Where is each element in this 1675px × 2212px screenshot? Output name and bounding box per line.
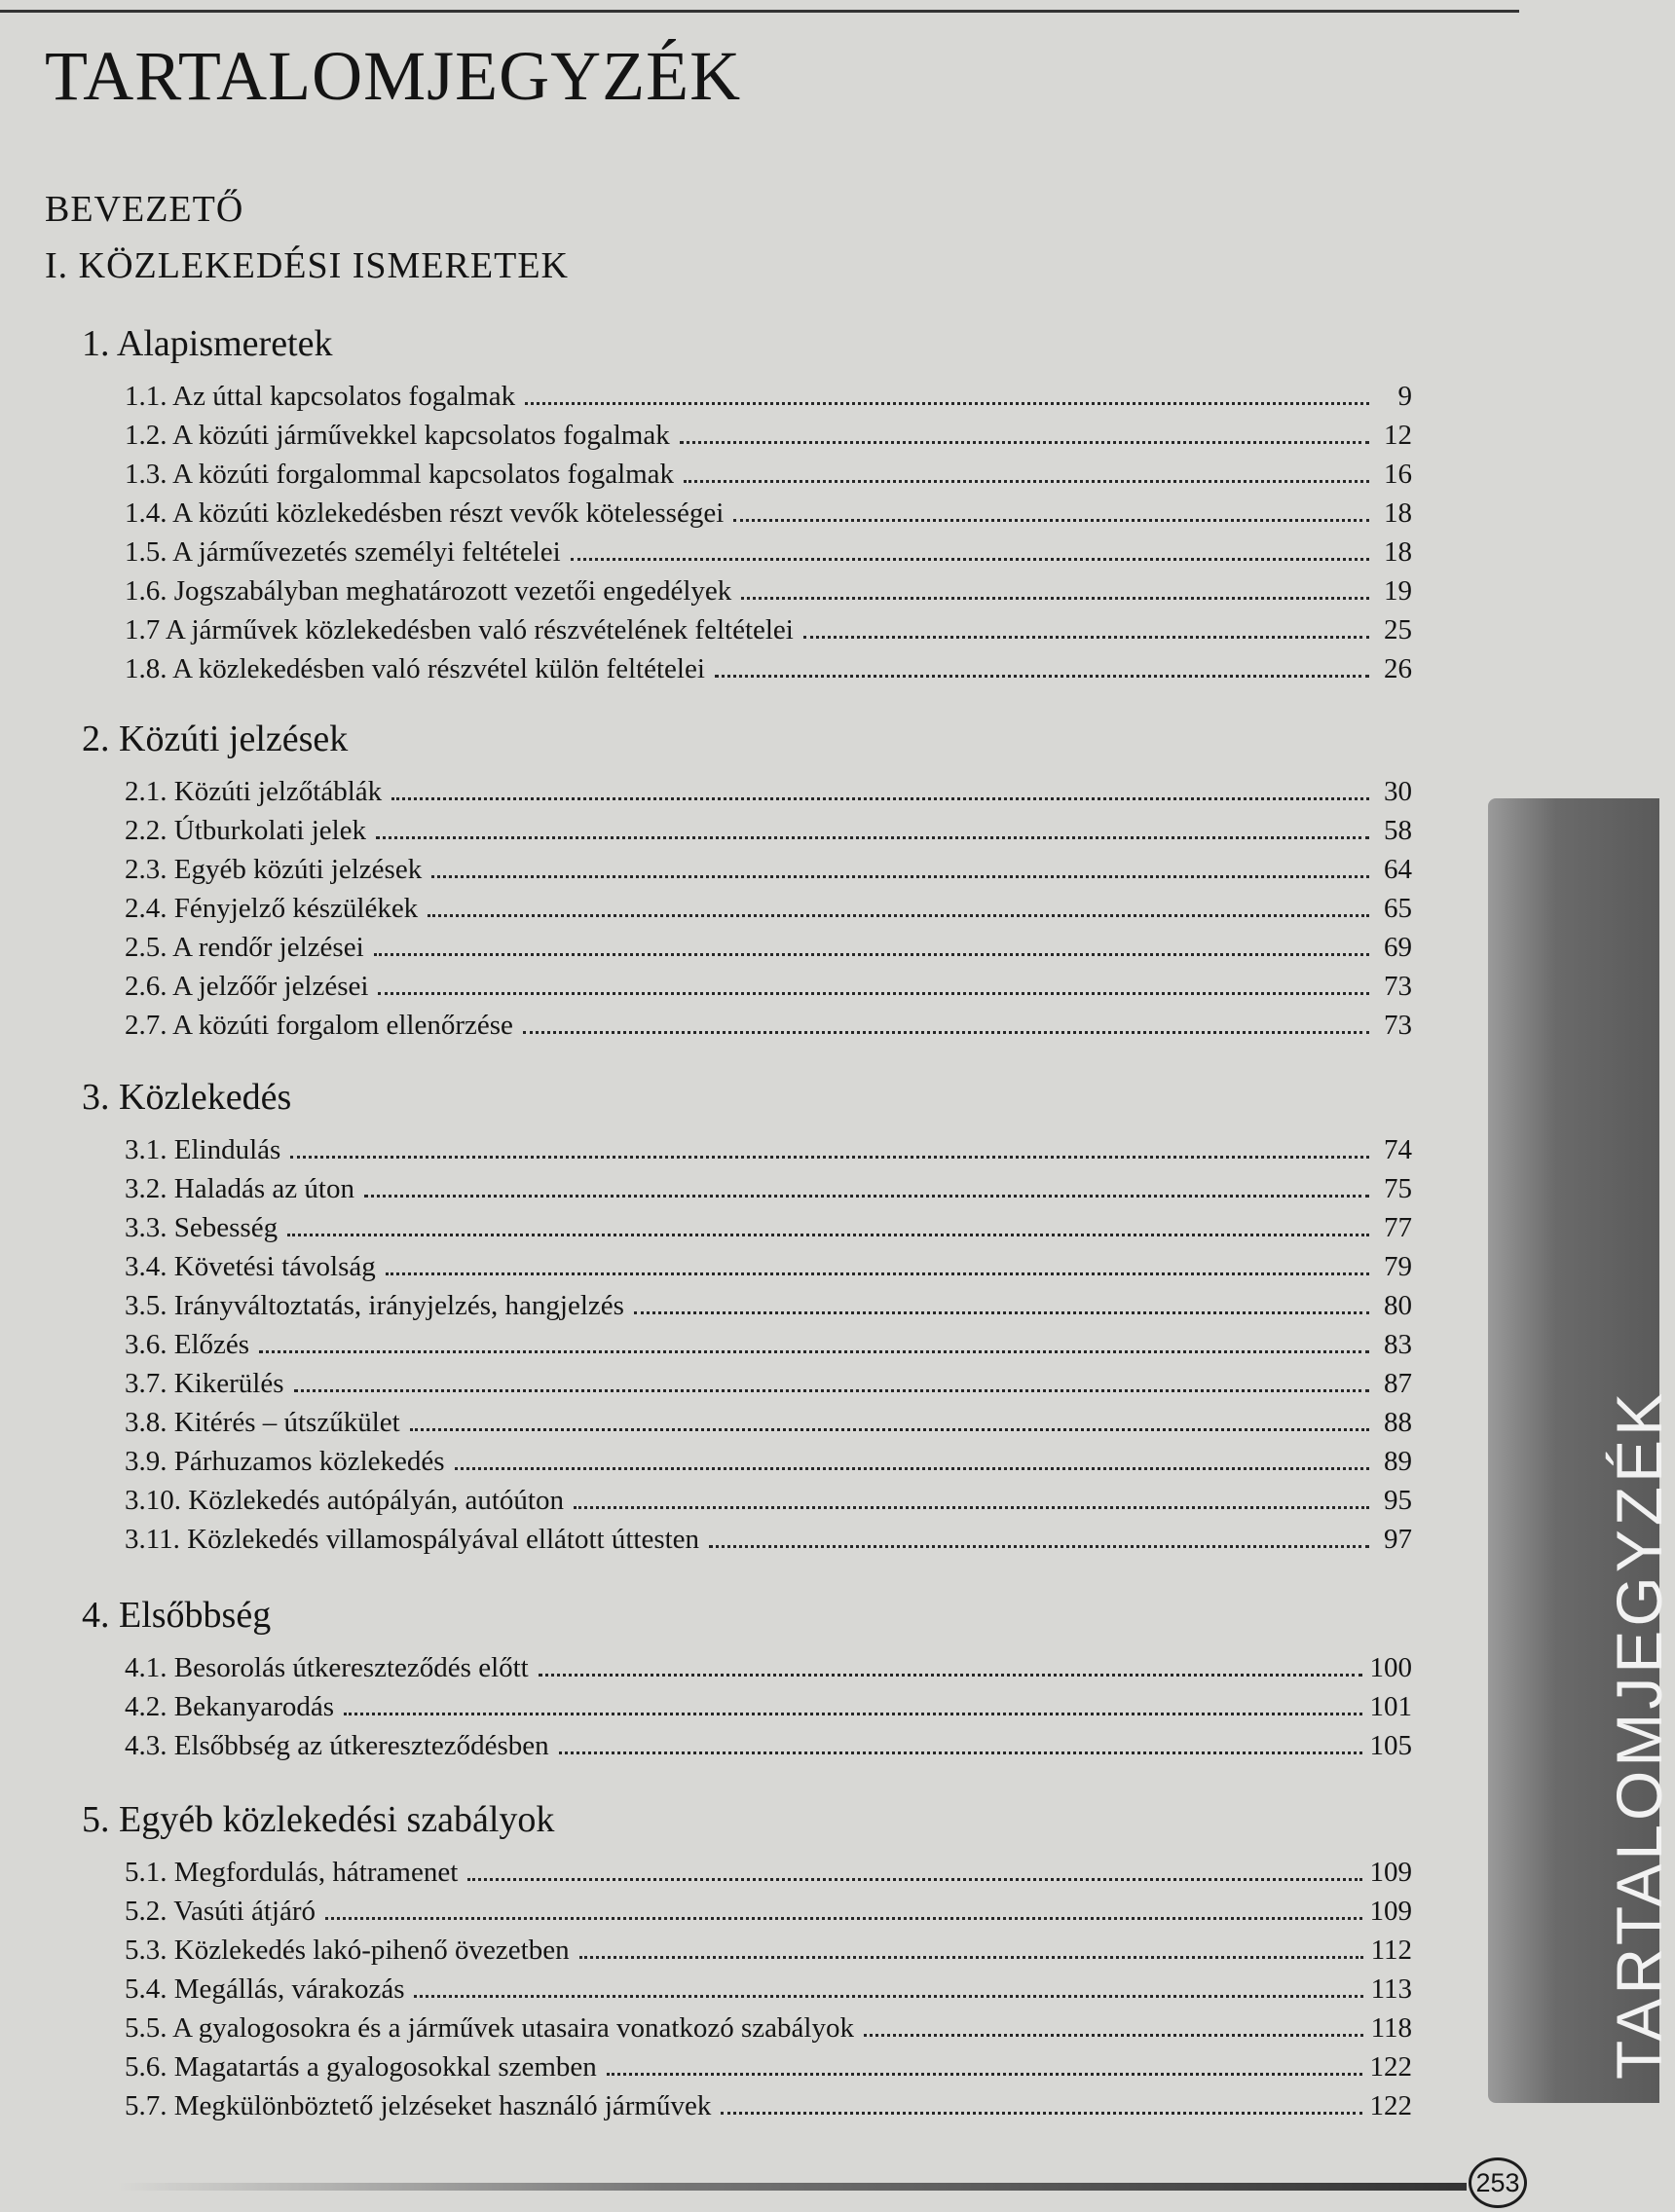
entry-page: 69 bbox=[1384, 932, 1412, 963]
entry-label: 5.6. Magatartás a gyalogosokkal szemben bbox=[125, 2051, 597, 2083]
entry-page: 95 bbox=[1384, 1485, 1412, 1516]
entry-page: 97 bbox=[1384, 1524, 1412, 1555]
dot-leader bbox=[607, 2073, 1362, 2076]
dot-leader bbox=[634, 1311, 1369, 1314]
entry-label: 3.11. Közlekedés villamospályával ellátott úttesten bbox=[125, 1524, 700, 1555]
entry-label: 2.3. Egyéb közúti jelzések bbox=[125, 854, 423, 885]
entry-label: 2.7. A közúti forgalom ellenőrzése bbox=[125, 1010, 513, 1041]
entry-label: 2.6. A jelzőőr jelzései bbox=[125, 971, 369, 1002]
entry-page: 26 bbox=[1384, 653, 1412, 684]
entry-label: 1.1. Az úttal kapcsolatos fogalmak bbox=[125, 381, 516, 412]
dot-leader bbox=[574, 1506, 1369, 1509]
toc-entry[interactable] bbox=[125, 489, 1412, 528]
entry-page: 9 bbox=[1397, 381, 1412, 412]
toc-entry[interactable] bbox=[125, 1848, 1412, 1887]
toc-entry[interactable] bbox=[125, 450, 1412, 489]
dot-leader bbox=[523, 1031, 1369, 1034]
entry-label: 1.8. A közlekedésben való részvétel külön feltételei bbox=[125, 653, 705, 684]
entry-page: 64 bbox=[1384, 854, 1412, 885]
dot-leader bbox=[428, 914, 1369, 917]
toc-entry[interactable] bbox=[125, 1125, 1412, 1164]
bottom-rule bbox=[117, 2183, 1467, 2191]
dot-leader bbox=[259, 1350, 1369, 1353]
entry-page: 77 bbox=[1384, 1212, 1412, 1243]
entry-label: 3.9. Párhuzamos közlekedés bbox=[125, 1446, 445, 1477]
toc-entry[interactable] bbox=[125, 2004, 1412, 2043]
dot-leader bbox=[733, 519, 1369, 522]
dot-leader bbox=[391, 797, 1369, 800]
entry-page: 122 bbox=[1369, 2090, 1412, 2121]
toc-entry[interactable] bbox=[125, 923, 1412, 962]
entry-page: 112 bbox=[1370, 1935, 1412, 1966]
toc-entry[interactable] bbox=[125, 1721, 1412, 1760]
entry-label: 3.8. Kitérés – útszűkület bbox=[125, 1407, 400, 1438]
entry-label: 3.2. Haladás az úton bbox=[125, 1173, 354, 1204]
page-number: 253 bbox=[1469, 2157, 1527, 2208]
dot-leader bbox=[364, 1195, 1369, 1198]
entry-page: 101 bbox=[1369, 1691, 1412, 1722]
dot-leader bbox=[680, 441, 1369, 444]
dot-leader bbox=[559, 1751, 1362, 1754]
dot-leader bbox=[684, 480, 1369, 483]
entry-page: 73 bbox=[1384, 1010, 1412, 1041]
toc-entry[interactable] bbox=[125, 1926, 1412, 1965]
toc-entry[interactable] bbox=[125, 1476, 1412, 1515]
intro-heading: BEVEZETŐ bbox=[45, 189, 244, 230]
entry-label: 2.5. A rendőr jelzései bbox=[125, 932, 364, 963]
entry-page: 100 bbox=[1369, 1652, 1412, 1683]
toc-entry[interactable] bbox=[125, 372, 1412, 411]
entry-page: 12 bbox=[1384, 420, 1412, 451]
dot-leader bbox=[287, 1234, 1369, 1236]
entry-page: 105 bbox=[1369, 1730, 1412, 1761]
toc-entry[interactable] bbox=[125, 1001, 1412, 1040]
toc-entry[interactable] bbox=[125, 845, 1412, 884]
toc-entry[interactable] bbox=[125, 1887, 1412, 1926]
dot-leader bbox=[721, 2112, 1361, 2115]
dot-leader bbox=[571, 558, 1369, 561]
entry-page: 83 bbox=[1384, 1329, 1412, 1360]
toc-entry[interactable] bbox=[125, 606, 1412, 645]
toc-entry[interactable] bbox=[125, 2082, 1412, 2120]
entry-label: 4.3. Elsőbbség az útkereszteződésben bbox=[125, 1730, 549, 1761]
entry-label: 2.1. Közúti jelzőtáblák bbox=[125, 776, 383, 807]
entry-page: 88 bbox=[1384, 1407, 1412, 1438]
dot-leader bbox=[431, 875, 1369, 878]
entry-label: 3.4. Követési távolság bbox=[125, 1251, 376, 1282]
entry-label: 5.3. Közlekedés lakó-pihenő övezetben bbox=[125, 1935, 570, 1966]
entry-page: 74 bbox=[1384, 1134, 1412, 1165]
chapter-heading: 1. Alapismeretek bbox=[82, 323, 333, 364]
dot-leader bbox=[715, 675, 1369, 678]
dot-leader bbox=[803, 636, 1369, 639]
dot-leader bbox=[539, 1674, 1362, 1677]
chapter-heading: 3. Közlekedés bbox=[82, 1077, 292, 1118]
dot-leader bbox=[455, 1467, 1369, 1470]
toc-entry[interactable] bbox=[125, 1281, 1412, 1320]
entry-label: 1.5. A járművezetés személyi feltételei bbox=[125, 536, 561, 568]
entry-page: 113 bbox=[1370, 1973, 1412, 2005]
entry-label: 4.2. Bekanyarodás bbox=[125, 1691, 335, 1722]
dot-leader bbox=[386, 1272, 1369, 1275]
part-heading: I. KÖZLEKEDÉSI ISMERETEK bbox=[45, 245, 569, 286]
toc-entry[interactable] bbox=[125, 1682, 1412, 1721]
entry-label: 3.7. Kikerülés bbox=[125, 1368, 284, 1399]
entry-page: 79 bbox=[1384, 1251, 1412, 1282]
toc-entry[interactable] bbox=[125, 1398, 1412, 1437]
entry-page: 73 bbox=[1384, 971, 1412, 1002]
entry-page: 80 bbox=[1384, 1290, 1412, 1321]
entry-label: 1.2. A közúti járművekkel kapcsolatos fogalmak bbox=[125, 420, 670, 451]
chapter-heading: 4. Elsőbbség bbox=[82, 1595, 272, 1636]
dot-leader bbox=[410, 1428, 1369, 1431]
toc-entry[interactable] bbox=[125, 806, 1412, 845]
dot-leader bbox=[374, 953, 1369, 956]
entry-page: 89 bbox=[1384, 1446, 1412, 1477]
toc-entry[interactable] bbox=[125, 567, 1412, 606]
toc-entry[interactable] bbox=[125, 1242, 1412, 1281]
entry-label: 3.6. Előzés bbox=[125, 1329, 250, 1360]
dot-leader bbox=[579, 1956, 1363, 1959]
toc-entry[interactable] bbox=[125, 1643, 1412, 1682]
entry-page: 19 bbox=[1384, 575, 1412, 607]
dot-leader bbox=[414, 1995, 1362, 1998]
entry-label: 2.4. Fényjelző készülékek bbox=[125, 893, 419, 924]
entry-label: 1.6. Jogszabályban meghatározott vezetői engedélyek bbox=[125, 575, 732, 607]
entry-label: 5.1. Megfordulás, hátramenet bbox=[125, 1857, 459, 1888]
entry-page: 122 bbox=[1369, 2051, 1412, 2083]
page-title: TARTALOMJEGYZÉK bbox=[45, 37, 742, 115]
entry-page: 25 bbox=[1384, 614, 1412, 645]
toc-entry[interactable] bbox=[125, 1965, 1412, 2004]
entry-page: 58 bbox=[1384, 815, 1412, 846]
entry-page: 118 bbox=[1370, 2012, 1412, 2044]
toc-entry[interactable] bbox=[125, 645, 1412, 683]
dot-leader bbox=[325, 1917, 1362, 1920]
toc-entry[interactable] bbox=[125, 962, 1412, 1001]
dot-leader bbox=[290, 1156, 1369, 1159]
dot-leader bbox=[344, 1713, 1361, 1715]
dot-leader bbox=[525, 402, 1369, 405]
entry-label: 5.7. Megkülönböztető jelzéseket használó járművek bbox=[125, 2090, 712, 2121]
toc-entry[interactable] bbox=[125, 1203, 1412, 1242]
dot-leader bbox=[741, 597, 1369, 600]
dot-leader bbox=[376, 836, 1369, 839]
toc-entry[interactable] bbox=[125, 1515, 1412, 1554]
entry-page: 87 bbox=[1384, 1368, 1412, 1399]
toc-entry[interactable] bbox=[125, 2043, 1412, 2082]
entry-label: 2.2. Útburkolati jelek bbox=[125, 815, 367, 846]
entry-label: 3.3. Sebesség bbox=[125, 1212, 279, 1243]
entry-label: 1.3. A közúti forgalommal kapcsolatos fogalmak bbox=[125, 459, 675, 490]
toc-entry[interactable] bbox=[125, 1320, 1412, 1359]
entry-label: 1.4. A közúti közlekedésben részt vevők kötelességei bbox=[125, 498, 725, 529]
toc-entry[interactable] bbox=[125, 767, 1412, 806]
toc-entry[interactable] bbox=[125, 411, 1412, 450]
toc-entry[interactable] bbox=[125, 1359, 1412, 1398]
dot-leader bbox=[467, 1878, 1361, 1881]
entry-page: 16 bbox=[1384, 459, 1412, 490]
toc-entry[interactable] bbox=[125, 1164, 1412, 1203]
entry-label: 5.4. Megállás, várakozás bbox=[125, 1973, 405, 2005]
entry-page: 30 bbox=[1384, 776, 1412, 807]
entry-label: 1.7 A járművek közlekedésben való részvételének feltételei bbox=[125, 614, 794, 645]
toc-entry[interactable] bbox=[125, 884, 1412, 923]
toc-entry[interactable] bbox=[125, 528, 1412, 567]
dot-leader bbox=[378, 992, 1369, 995]
dot-leader bbox=[709, 1545, 1369, 1548]
toc-entry[interactable] bbox=[125, 1437, 1412, 1476]
dot-leader bbox=[294, 1389, 1370, 1392]
entry-page: 65 bbox=[1384, 893, 1412, 924]
entry-label: 3.10. Közlekedés autópályán, autóúton bbox=[125, 1485, 564, 1516]
entry-label: 3.5. Irányváltoztatás, irányjelzés, hangjelzés bbox=[125, 1290, 624, 1321]
chapter-heading: 2. Közúti jelzések bbox=[82, 719, 349, 759]
entry-label: 5.2. Vasúti átjáró bbox=[125, 1896, 316, 1927]
entry-label: 5.5. A gyalogosokra és a járművek utasaira vonatkozó szabályok bbox=[125, 2012, 854, 2044]
side-tab-label: TARTALOMJEGYZÉK bbox=[1603, 1388, 1675, 2080]
entry-page: 75 bbox=[1384, 1173, 1412, 1204]
entry-page: 109 bbox=[1369, 1857, 1412, 1888]
entry-label: 3.1. Elindulás bbox=[125, 1134, 281, 1165]
entry-page: 18 bbox=[1384, 498, 1412, 529]
top-rule bbox=[0, 10, 1519, 13]
chapter-heading: 5. Egyéb közlekedési szabályok bbox=[82, 1799, 555, 1840]
entry-label: 4.1. Besorolás útkereszteződés előtt bbox=[125, 1652, 529, 1683]
dot-leader bbox=[864, 2034, 1363, 2037]
entry-page: 18 bbox=[1384, 536, 1412, 568]
entry-page: 109 bbox=[1369, 1896, 1412, 1927]
